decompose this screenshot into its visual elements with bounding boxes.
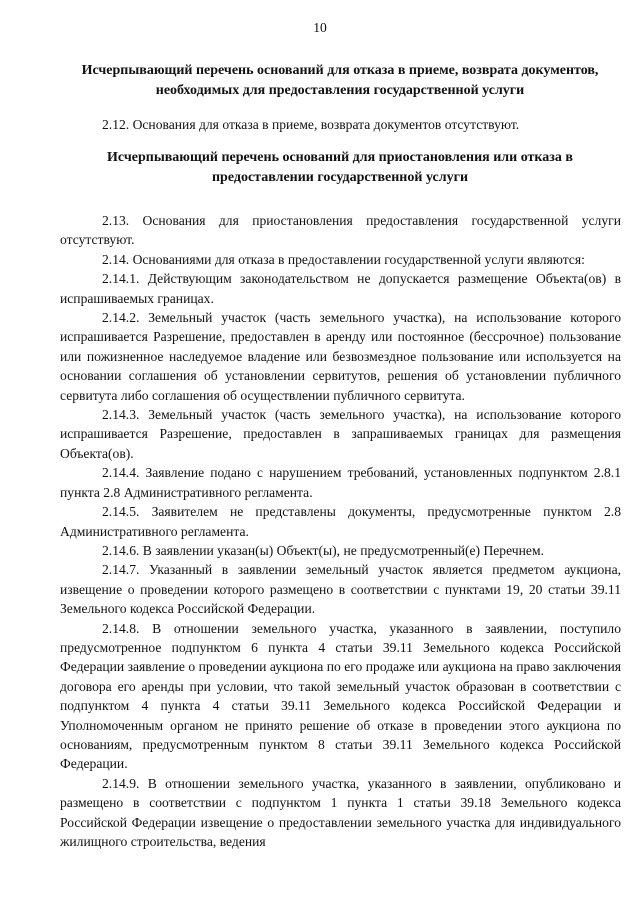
paragraph-2-12: 2.12. Основания для отказа в приеме, возврата документов отсутствуют. bbox=[102, 117, 520, 132]
paragraph-2-14-8: 2.14.8. В отношении земельного участка, указанного в заявлении, поступило предусмотренное подпунктом 6 пункта 4 статьи 39.11 Земельного кодекса Российской Федерации заявление о проведении аукциона по его продаже или аукциона на право заключения договора его аренды при условии, что такой земельный участок образован в соответствии с подпунктом 4 пункта 4 статьи 39.11 Земельного кодекса Российской Федерации и Уполномоченным органом не принято решение об отказе в проведении этого аукциона по основаниям, предусмотренным пунктом 8 статьи 39.11 Земельного кодекса Российской Федерации. bbox=[60, 620, 621, 772]
body-paragraphs bbox=[60, 211, 621, 851]
section-heading-suspension-refusal: Исчерпывающий перечень оснований для приостановления или отказа в предоставлении государственной услуги bbox=[107, 150, 573, 185]
paragraph-2-14-3: 2.14.3. Земельный участок (часть земельного участка), на использование которого испрашивается Разрешение, предоставлен в запрашиваемых границах для размещения Объекта(ов). bbox=[60, 407, 621, 461]
paragraph-2-14-9: 2.14.9. В отношении земельного участка, указанного в заявлении, опубликовано и размещено в соответствии с подпунктом 1 пункта 1 статьи 39.18 Земельного кодекса Российской Федерации извещение о предоставлении земельного участка для индивидуального жилищного строительства, ведения bbox=[60, 775, 621, 849]
paragraph-2-14-1: 2.14.1. Действующим законодательством не допускается размещение Объекта(ов) в испрашиваемых границах. bbox=[60, 271, 621, 306]
paragraph-2-14-6: 2.14.6. В заявлении указан(ы) Объект(ы), не предусмотренный(е) Перечнем. bbox=[102, 542, 544, 558]
paragraph-2-13: 2.13. Основания для приостановления предоставления государственной услуги отсутствуют. bbox=[60, 213, 621, 248]
paragraph-2-14: 2.14. Основаниями для отказа в предоставлении государственной услуги являются: bbox=[102, 251, 585, 267]
paragraph-2-14-5: 2.14.5. Заявителем не представлены документы, предусмотренные пунктом 2.8 Административного регламента. bbox=[60, 504, 621, 539]
page-number: 10 bbox=[313, 20, 327, 35]
paragraph-2-14-2: 2.14.2. Земельный участок (часть земельного участка), на использование которого испрашивается Разрешение, предоставлен в аренду или постоянное (бессрочное) пользование или пожизненное наследуемое владение или безвозмездное пользование или используется на основании соглашения об установлении сервитутов, решения об установлении публичного сервитута либо соглашения об осуществлении публичного сервитута. bbox=[60, 310, 621, 403]
paragraph-2-14-4: 2.14.4. Заявление подано с нарушением требований, установленных подпунктом 2.8.1 пункта 2.8 Административного регламента. bbox=[60, 465, 621, 500]
paragraph-2-14-7: 2.14.7. Указанный в заявлении земельный участок является предметом аукциона, извещение о проведении которого размещено в соответствии с пунктами 19, 20 статьи 39.11 Земельного кодекса Российской Федерации. bbox=[60, 562, 621, 617]
section-heading-refusal-acceptance: Исчерпывающий перечень оснований для отказа в приеме, возврата документов, необходимых для предоставления государственной услуги bbox=[81, 63, 599, 98]
